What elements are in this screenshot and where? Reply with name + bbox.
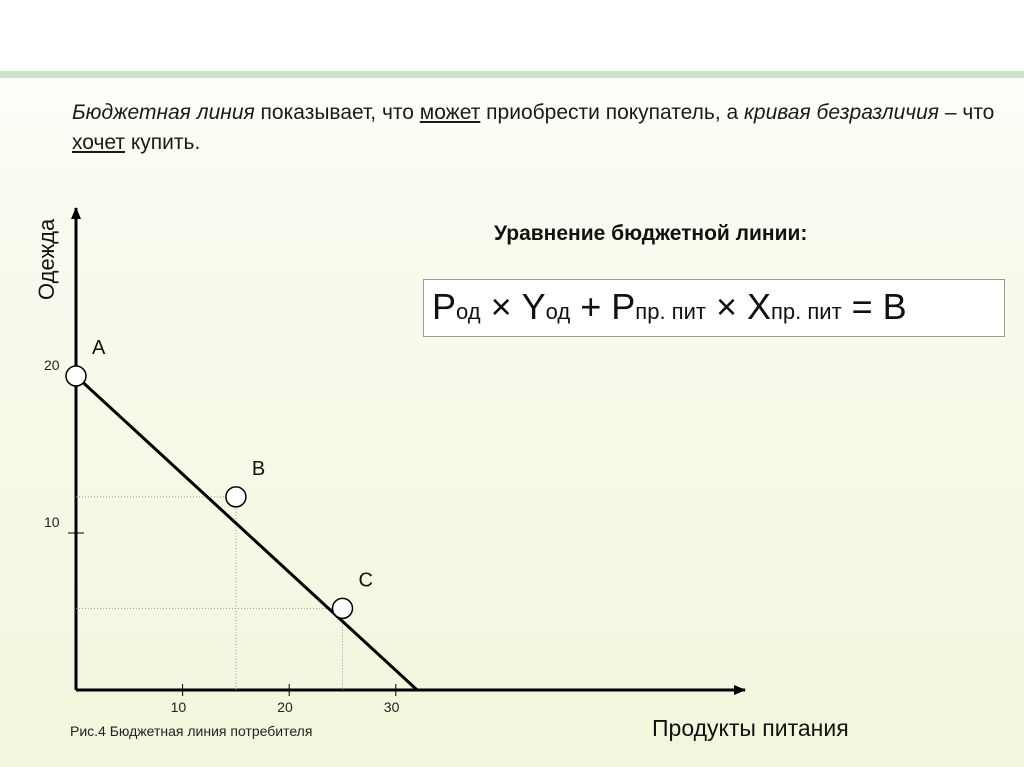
x-tick-label: 30 (383, 699, 400, 715)
equation-part: = B (841, 286, 907, 327)
statement-term-indifference-curve: кривая безразличия (744, 101, 940, 124)
x-axis-label: Продукты питания (652, 715, 849, 741)
point-a (66, 366, 86, 386)
point-label: A (92, 337, 106, 359)
equation-heading: Уравнение бюджетной линии: (494, 222, 808, 245)
equation-subscript: од (545, 299, 571, 324)
x-tick-label: 10 (170, 699, 187, 715)
x-tick-label: 20 (277, 699, 293, 715)
figure-caption: Рис.4 Бюджетная линия потребителя (70, 723, 313, 739)
statement-text-part: приобрести покупатель, а (480, 101, 744, 124)
equation-subscript: пр. пит (771, 299, 842, 324)
equation-part: P (432, 286, 457, 327)
point-c (333, 598, 353, 618)
equation-part: × Y (480, 286, 546, 327)
statement-text-part: – что (939, 101, 995, 124)
equation-subscript: пр. пит (635, 299, 706, 324)
point-label: C (358, 569, 373, 592)
equation-subscript: од (456, 299, 481, 324)
equation-part: × X (705, 286, 771, 327)
statement-term-budget-line: Бюджетная линия (72, 101, 255, 124)
equation-part: + P (570, 286, 636, 327)
y-axis-label: Одежда (34, 218, 59, 300)
budget-line (76, 376, 417, 690)
y-tick-label: 10 (44, 514, 60, 530)
statement-emphasis-can: может (419, 101, 481, 124)
statement-text-part: купить. (125, 131, 201, 154)
point-b (226, 487, 246, 507)
point-label: B (251, 457, 266, 480)
statement-text-part: показывает, что (254, 101, 420, 124)
statement-emphasis-wants: хочет (72, 131, 126, 154)
y-tick-label: 20 (44, 357, 60, 373)
